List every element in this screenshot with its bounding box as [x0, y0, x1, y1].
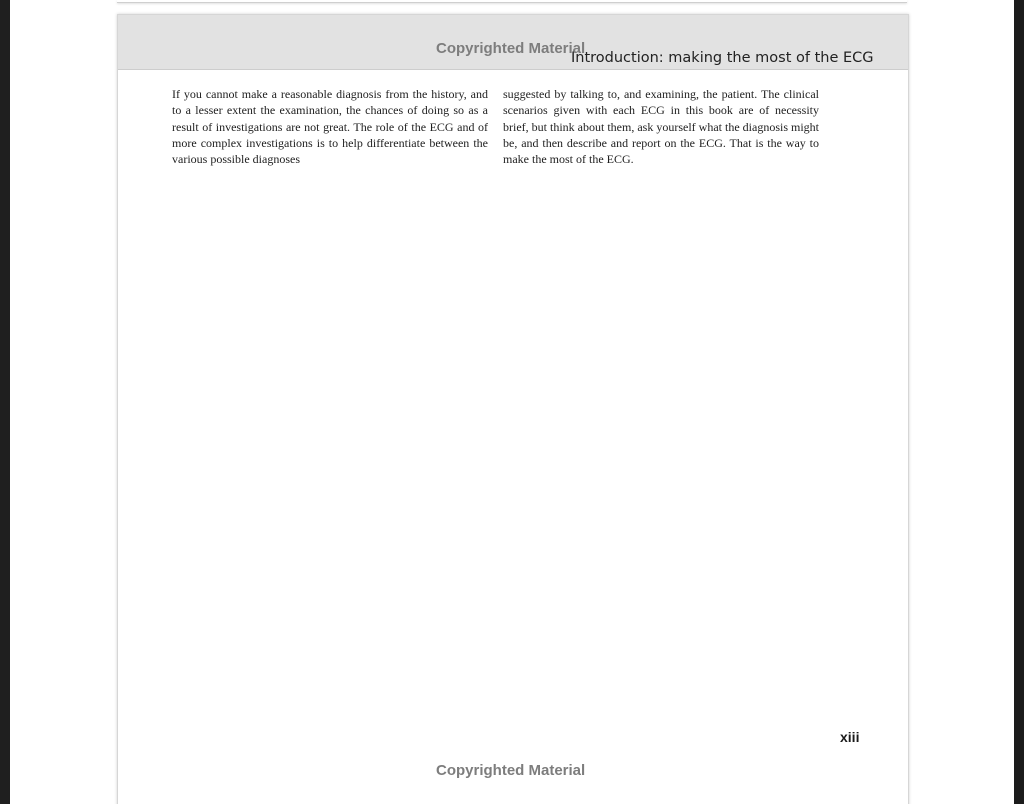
document-viewer[interactable]	[10, 0, 1014, 804]
watermark-top: Copyrighted Material	[436, 40, 586, 57]
book-page	[117, 14, 909, 804]
running-head: Introduction: making the most of the ECG	[571, 50, 874, 66]
text-column-right: suggested by talking to, and examining, the patient. The clinical scenarios given with each ECG in this book are of necessity brief, but think about them, ask yourself what the diagnosis might be, and then describe and report on the ECG. That is the way to make the most of the ECG.	[503, 87, 819, 167]
text-column-left: If you cannot make a reasonable diagnosis from the history, and to a lesser extent the examination, the chances of doing so as a result of investigations are not great. The role of the ECG and of more complex investigations is to help differentiate between the various possible diagnoses	[172, 87, 488, 167]
viewer-right-edge	[1014, 0, 1024, 804]
page-number: xiii	[840, 729, 860, 745]
page-header-band	[118, 15, 908, 70]
watermark-bottom: Copyrighted Material	[436, 762, 586, 779]
previous-page-edge	[117, 0, 907, 3]
